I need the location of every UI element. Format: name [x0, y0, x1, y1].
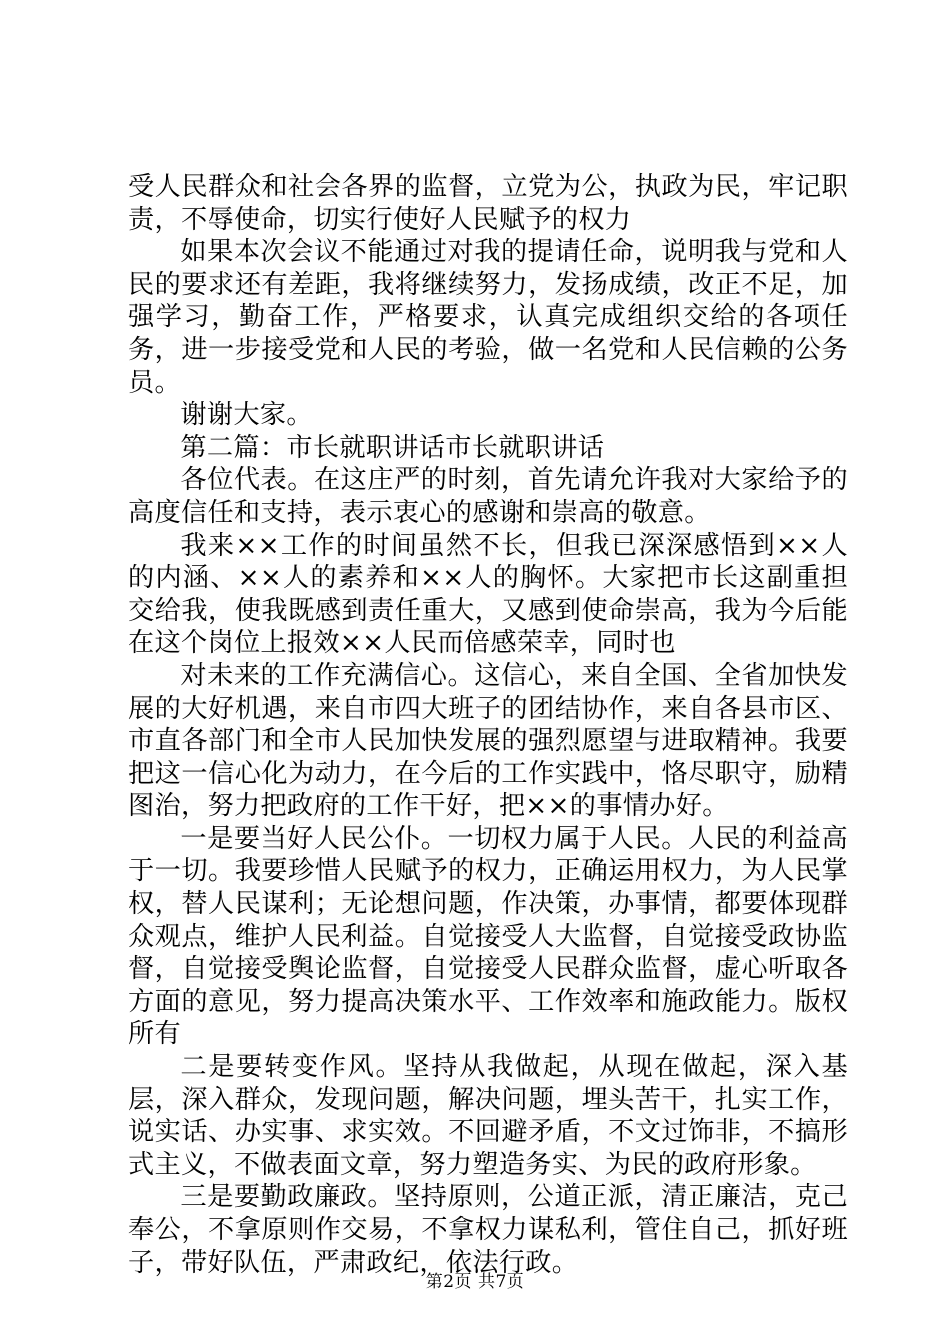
paragraph-10: 三是要勤政廉政。坚持原则，公道正派，清正廉洁，克己奉公，不拿原则作交易，不拿权力谋私利，管住自己，抓好班子，带好队伍，严肃政纪，依法行政。: [128, 1182, 848, 1278]
paragraph-6: 我来××工作的时间虽然不长，但我已深深感悟到××人的内涵、××人的素养和××人的胸怀。大家把市长这副重担交给我，使我既感到责任重大，又感到使命崇高，我为今后能在这个岗位上报效××人民而倍感荣幸，同时也: [128, 530, 848, 659]
document-body: [128, 171, 848, 1279]
section-heading: 第二篇：市长就职讲话市长就职讲话: [180, 432, 605, 463]
paragraph-8: 一是要当好人民公仆。一切权力属于人民。人民的利益高于一切。我要珍惜人民赋予的权力，正确运用权力，为人民掌权，替人民谋利；无论想问题，作决策，办事情，都要体现群众观点，维护人民利益。自觉接受人大监督，自觉接受政协监督，自觉接受舆论监督，自觉接受人民群众监督，虚心听取各方面的意见，努力提高决策水平、工作效率和施政能力。版权所有: [128, 823, 848, 1050]
paragraph-1: 受人民群众和社会各界的监督，立党为公，执政为民，牢记职责，不辱使命，切实行使好人民赋予的权力: [128, 172, 848, 235]
paragraph-7: 对未来的工作充满信心。这信心，来自全国、全省加快发展的大好机遇，来自市四大班子的团结协作，来自各县市区、市直各部门和全市人民加快发展的强烈愿望与进取精神。我要把这一信心化为动力，在今后的工作实践中，恪尽职守，励精图治，努力把政府的工作干好，把××的事情办好。: [128, 660, 848, 822]
paragraph-3: 谢谢大家。: [180, 400, 313, 431]
paragraph-9: 二是要转变作风。坚持从我做起，从现在做起，深入基层，深入群众，发现问题，解决问题，埋头苦干，扎实工作，说实话、办实事、求实效。不回避矛盾，不文过饰非，不搞形式主义，不做表面文章，努力塑造务实、为民的政府形象。: [128, 1052, 848, 1180]
page-number-footer: 第2页 共7页: [425, 1272, 525, 1292]
paragraph-2: 如果本次会议不能通过对我的提请任命，说明我与党和人民的要求还有差距，我将继续努力，发扬成绩，改正不足，加强学习，勤奋工作，严格要求，认真完成组织交给的各项任务，进一步接受党和人民的考验，做一名党和人民信赖的公务员。: [128, 237, 848, 398]
paragraph-5: 各位代表。在这庄严的时刻，首先请允许我对大家给予的高度信任和支持，表示衷心的感谢和崇高的敬意。: [128, 465, 848, 528]
